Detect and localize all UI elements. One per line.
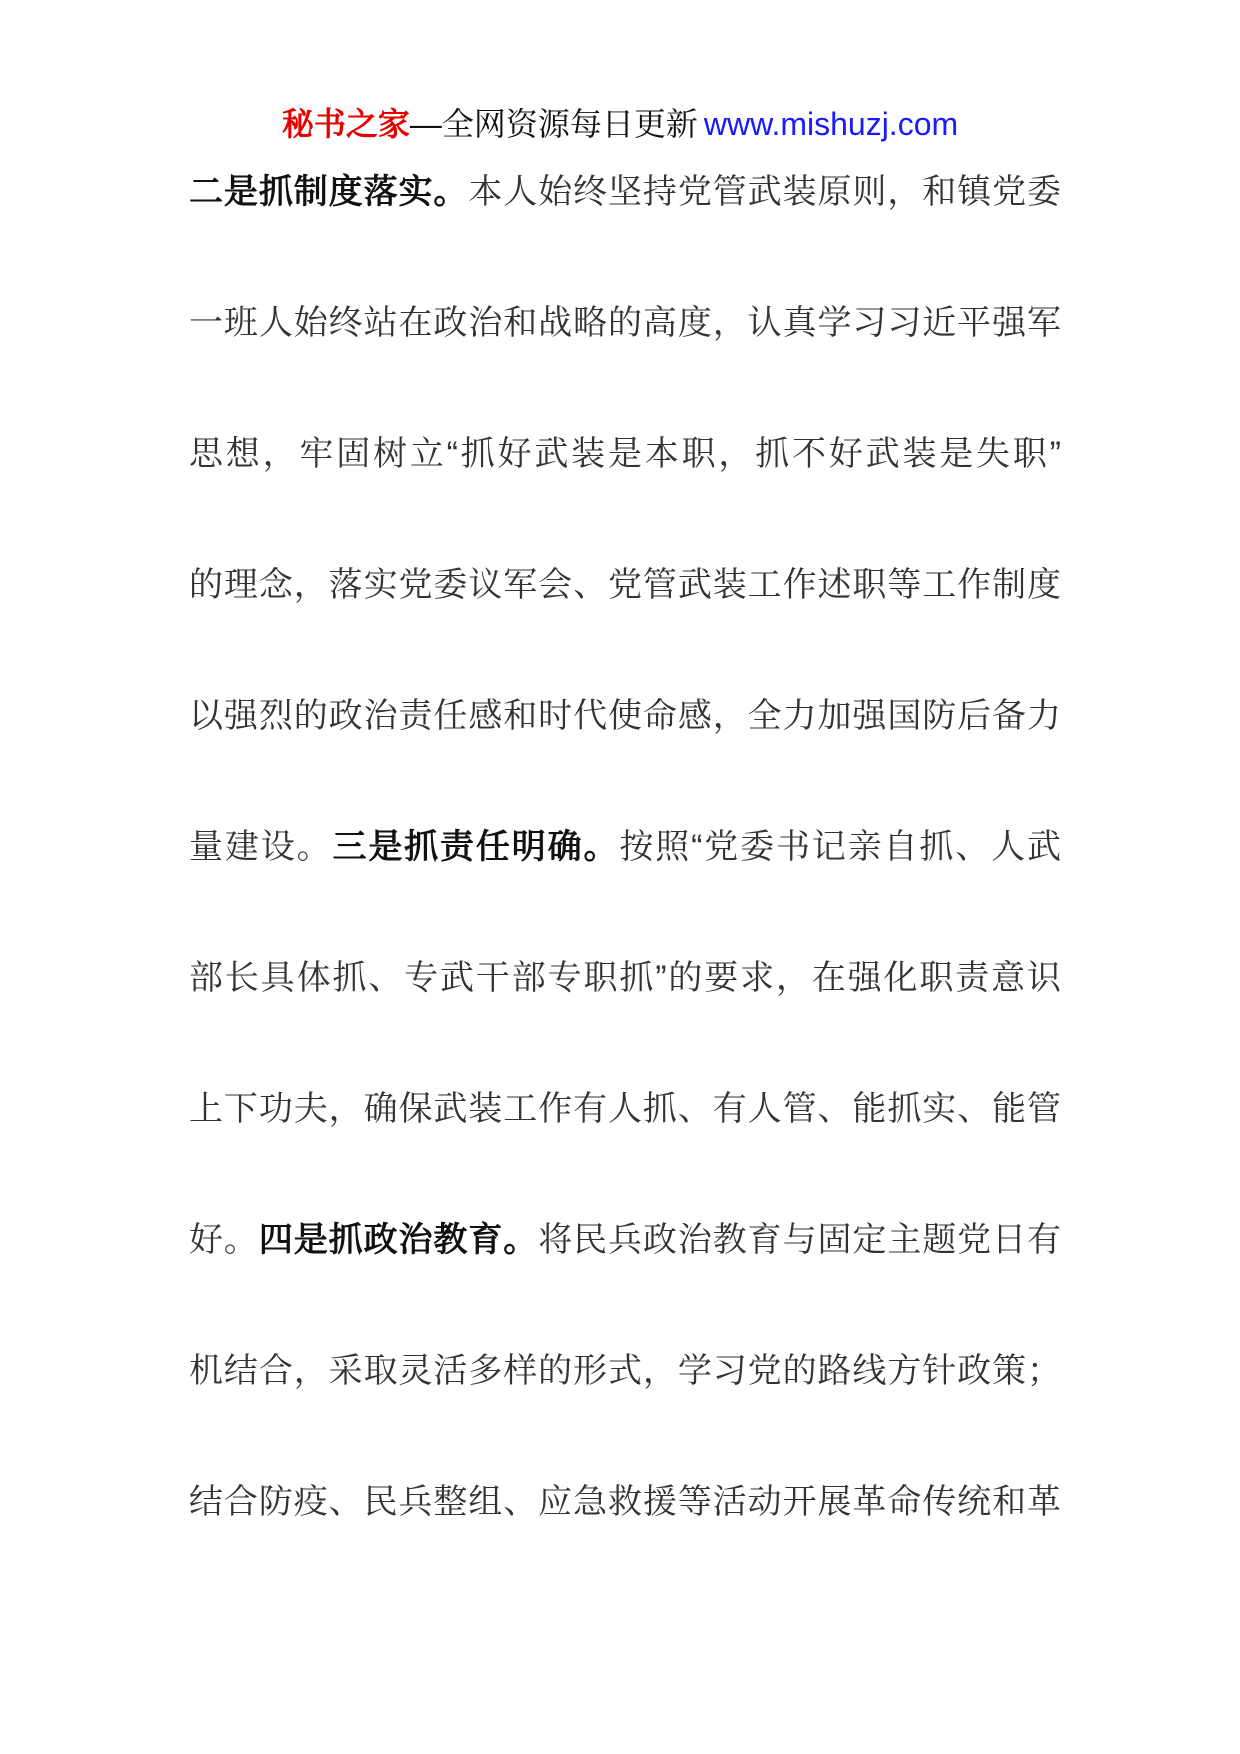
bold-heading: 二是抓制度落实。 [189, 173, 469, 211]
text-line [189, 651, 1061, 782]
body-text: 好。 [189, 1221, 259, 1259]
body-text: 结合防疫、民兵整组、应急救援等活动开展革命传统和革 [189, 1483, 1061, 1521]
body-text: 量建设。 [189, 828, 333, 866]
body-text: 的理念，落实党委议军会、党管武装工作述职等工作制度 [189, 566, 1061, 604]
body-text: 上下功夫，确保武装工作有人抓、有人管、能抓实、能管 [189, 1090, 1061, 1128]
document-body [189, 127, 1061, 1568]
text-line [189, 1437, 1061, 1568]
body-text: 思想，牢固树立“抓好武装是本职，抓不好武装是失职” [189, 435, 1061, 473]
text-line [189, 1175, 1061, 1306]
brand-name: 秘书之家 [281, 106, 410, 142]
header-tagline: —全网资源每日更新 [409, 106, 698, 142]
text-line [189, 782, 1061, 913]
text-line [189, 520, 1061, 651]
text-line [189, 1306, 1061, 1437]
text-line [189, 913, 1061, 1044]
body-text: 部长具体抓、专武干部专职抓”的要求，在强化职责意识 [189, 959, 1061, 997]
bold-heading: 三是抓责任明确。 [332, 828, 620, 866]
text-line [189, 258, 1061, 389]
bold-heading: 四是抓政治教育。 [258, 1221, 539, 1259]
text-line [189, 127, 1061, 258]
text-line [189, 1044, 1061, 1175]
body-text: 本人始终坚持党管武装原则，和镇党委 [468, 173, 1062, 211]
body-text: 机结合，采取灵活多样的形式，学习党的路线方针政策； [189, 1352, 1061, 1390]
body-text: 按照“党委书记亲自抓、人武 [619, 828, 1062, 866]
body-text: 一班人始终站在政治和战略的高度，认真学习习近平强军 [189, 304, 1061, 342]
text-line [189, 389, 1061, 520]
website-link[interactable]: www.mishuzj.com [703, 106, 959, 142]
body-text: 将民兵政治教育与固定主题党日有 [538, 1221, 1062, 1259]
body-text: 以强烈的政治责任感和时代使命感，全力加强国防后备力 [189, 697, 1061, 735]
